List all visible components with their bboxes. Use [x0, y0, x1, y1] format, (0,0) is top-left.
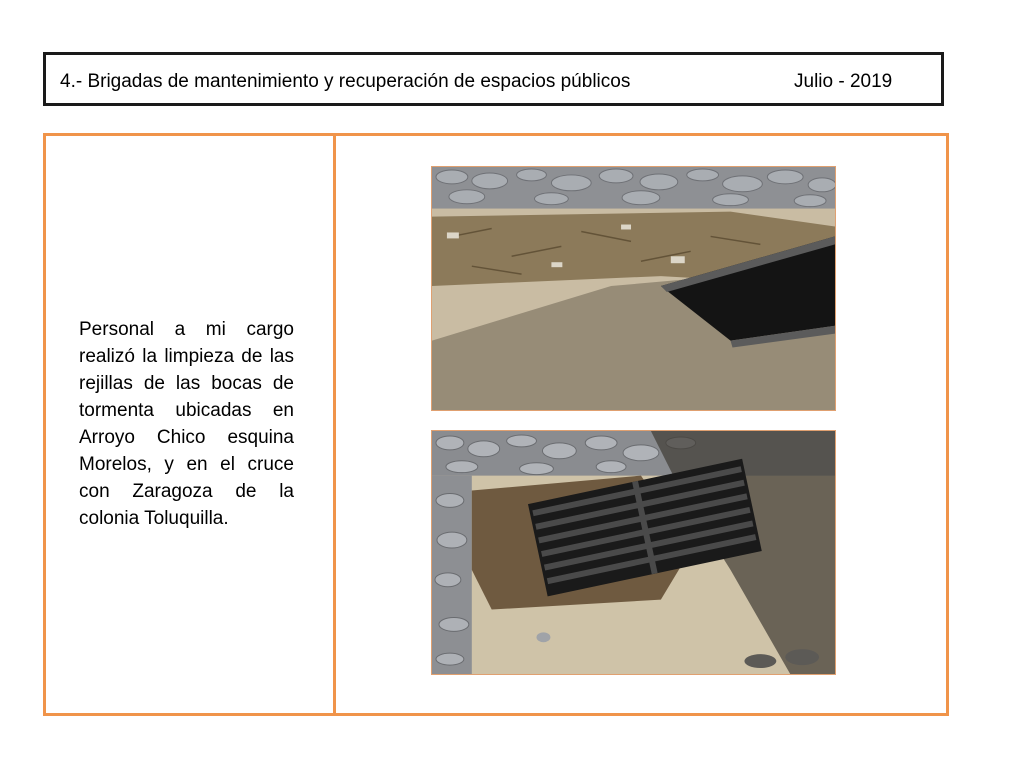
report-date: Julio - 2019 [794, 71, 893, 92]
description-text: Personal a mi cargo realizó la limpieza de las rejillas de las bocas de tormenta ubicadas en Arroyo Chico esquina Morelos, y en el cruce con Zaragoza de la colonia Toluquilla. [79, 319, 294, 529]
storm-drain-open-image [432, 167, 835, 410]
page-title: 4.- Brigadas de mantenimiento y recuperación de espacios públicos [60, 71, 631, 92]
storm-drain-open-photo [431, 166, 836, 411]
description-panel [43, 133, 336, 716]
storm-drain-grate-photo [431, 430, 836, 675]
title-box [43, 52, 944, 106]
storm-drain-grate-image [432, 431, 835, 674]
